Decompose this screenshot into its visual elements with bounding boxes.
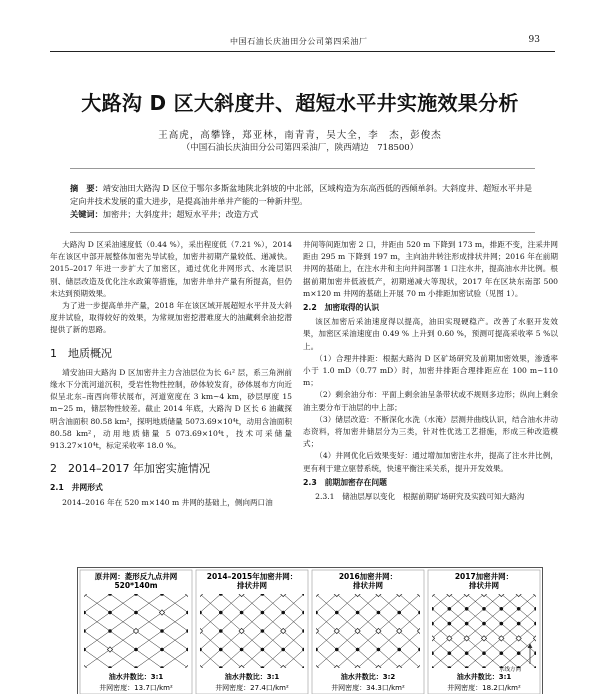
running-header [0, 36, 600, 50]
oil-well [465, 622, 469, 626]
paper-affiliation: （中国石油长庆油田分公司第四采油厂，陕西靖边 718500） [181, 143, 419, 153]
oil-well [240, 648, 244, 652]
well-link-line [420, 594, 503, 668]
oil-well [448, 651, 452, 655]
journal-name: 中国石油长庆油田分公司第四采油厂 [230, 37, 368, 46]
panel-2014-2015-ratio: 油水井数比：3:1 [224, 673, 280, 681]
oil-well [377, 648, 381, 652]
oil-well [418, 648, 422, 652]
oil-well [281, 611, 285, 615]
oil-well [198, 648, 202, 652]
panel-original-title-2: 520*140m [114, 581, 158, 590]
oil-well [314, 611, 318, 615]
panel-2017-ratio: 油水井数比：3:1 [456, 673, 512, 681]
oil-well [198, 611, 202, 615]
oil-well [302, 648, 306, 652]
oil-well [356, 648, 360, 652]
oil-well [160, 648, 164, 652]
water-injection-well [185, 665, 190, 670]
abstract-block [70, 182, 540, 221]
oil-well [160, 592, 164, 596]
oil-well [314, 648, 318, 652]
oil-well [482, 666, 486, 670]
oil-well [465, 666, 469, 670]
oil-well [261, 592, 265, 596]
oil-well [418, 611, 422, 615]
oil-well [108, 629, 112, 633]
oil-well [302, 666, 306, 670]
right-paragraph-3: （1）合理井排距：根据大路沟 D 区矿场研究及前期加密效果，渗透率小于 1.0 mD（0.77 mD）时，加密井排距合理排距应在 100 m~110 m； [303, 353, 558, 388]
paper-authors: 王高虎，高攀锋，郑亚林，南青青，吴大全，李 杰，彭俊杰 [158, 130, 442, 141]
oil-well [186, 648, 190, 652]
section-1-heading: 1 地质概况 [50, 346, 112, 360]
intro-paragraph-1: 大路沟 D 区采油速度低（0.44 %），采出程度低（7.21 %），2014 年在该区中部开展整体加密先导试验，加密井初期产量较低、递减快。2015–2017 年进一步扩大了加密区，通过优化井网形式、水淹层识别、储层改造及优化注水政策等措施，加密井单井产量有所提高，但仍未达到预期效果。 [50, 240, 292, 298]
left-column [50, 239, 292, 509]
well-link-line [78, 594, 136, 668]
water-injection-well [159, 610, 164, 615]
panel-original-title-1: 原井网：菱形反九点井网 [94, 572, 178, 581]
water-injection-well [81, 665, 86, 670]
panel-2017-title-2: 排状井网 [469, 581, 499, 590]
oil-well [517, 651, 521, 655]
keywords-label: 关键词： [70, 209, 103, 219]
oil-well [134, 611, 138, 615]
panel-2014-2015-density: 井网密度：27.4口/km² [215, 684, 289, 692]
panel-original-density: 井网密度：13.7口/km² [99, 684, 173, 692]
oil-well [465, 651, 469, 655]
oil-well [500, 607, 504, 611]
panel-original-ratio: 油水井数比：3:1 [108, 673, 164, 681]
panel-2017-grid [345, 591, 542, 669]
abstract-text [70, 182, 540, 208]
oil-well [82, 648, 86, 652]
right-paragraph-5: （3）储层改造：不断深化水洗（水淹）层测井曲线认识，结合油水井动态资料，将加密井储层分为三类，针对性优选工艺措施，形成三种改造模式； [303, 414, 558, 449]
oil-well [160, 629, 164, 633]
abstract-rule-bottom [70, 232, 535, 233]
oil-well [108, 592, 112, 596]
panel-2016-grid [233, 591, 503, 670]
oil-well [482, 622, 486, 626]
keywords-line [70, 208, 540, 221]
header-rule [50, 51, 555, 52]
oil-well [134, 666, 138, 670]
panel-2016-title-1: 2016加密井网： [338, 572, 398, 581]
oil-well [82, 611, 86, 615]
well-link-line [78, 594, 136, 668]
oil-well [134, 648, 138, 652]
oil-well [430, 651, 434, 655]
panel-2014-2015-title-1: 2014–2015年加密井网： [206, 572, 298, 581]
right-paragraph-2: 该区加密后采油速度得以提高，油田实现硬稳产。改善了水驱开发效果，加密区采油速度由 0.49 % 上升到 0.60 %，预测可提高采收率 5 %以上。 [303, 317, 558, 351]
section-2-1-heading: 2.1 井网形式 [50, 483, 103, 493]
oil-well [430, 666, 434, 670]
oil-well [335, 611, 339, 615]
abstract-rule-top [70, 168, 535, 169]
well-link-line [501, 594, 542, 668]
well-link-line [467, 594, 542, 668]
water-injection-well [81, 591, 86, 596]
section-2-heading: 2 2014–2017 年加密实施情况 [50, 462, 210, 476]
oil-well [281, 648, 285, 652]
page-number: 93 [528, 35, 540, 45]
oil-well [377, 611, 381, 615]
right-column [303, 239, 558, 503]
well-link-line [536, 594, 542, 668]
oil-well [448, 666, 452, 670]
well-link-line [78, 594, 84, 668]
well-link-line [467, 594, 542, 668]
oil-well [82, 629, 86, 633]
panel-2014-2015-title-2: 排状井网 [237, 581, 267, 590]
right-paragraph-6: （4）井网优化后效果变好：通过增加加密注水井，提高了注水井比例，更有利于建立驱替系统，快速平衡注采关系，提升开发效果。 [303, 451, 558, 473]
panel-2017-density: 井网密度：18.2口/km² [447, 684, 521, 692]
panel-2014-2015-grid [117, 591, 387, 670]
oil-well [517, 607, 521, 611]
oil-well [430, 607, 434, 611]
oil-well [302, 611, 306, 615]
oil-well [108, 611, 112, 615]
abstract-body: 靖安油田大路沟 D 区位于鄂尔多斯盆地陕北斜坡的中北部，区域构造为东高西低的西倾单斜。大斜度井、超短水平井是定向井技术发展的重大进步，是提高油井单井产能的一种新井型。 [70, 183, 533, 206]
oil-well [186, 611, 190, 615]
oil-well [448, 607, 452, 611]
water-injection-well [133, 628, 138, 633]
oil-well [500, 651, 504, 655]
oil-well [261, 666, 265, 670]
well-link-line [420, 594, 503, 668]
well-link-line [78, 594, 84, 668]
oil-well [108, 666, 112, 670]
abstract-label: 摘 要： [70, 183, 103, 193]
oil-well [219, 611, 223, 615]
oil-well [465, 607, 469, 611]
oil-well [302, 592, 306, 596]
right-paragraph-4: （2）剩余油分布：平面上剩余油呈条带状或不规则多边形；纵向上剩余油主要分布于油层的中上部； [303, 390, 558, 412]
panel-2016-title-2: 排状井网 [353, 581, 383, 590]
panel-2016-density: 井网密度：34.3口/km² [331, 684, 405, 692]
paper-title: 大路沟 D 区大斜度井、超短水平井实施效果分析 [81, 91, 519, 115]
oil-well [261, 648, 265, 652]
water-injection-well [107, 647, 112, 652]
oil-well [240, 611, 244, 615]
section-2-3-heading: 2.3 前期加密存在问题 [303, 477, 387, 487]
panel-2017-title-1: 2017加密井网： [454, 572, 514, 581]
oil-well [397, 648, 401, 652]
panel-original-grid [78, 591, 292, 670]
oil-well [219, 592, 223, 596]
intro-paragraph-2: 为了进一步提高单井产量，2018 年在该区域开展超短水平井及大斜度井试验，取得较好的效果，为常规加密挖潜难度大的油藏剩余油挖潜提供了新的思路。 [50, 301, 292, 335]
oil-well [534, 622, 538, 626]
oil-well [534, 607, 538, 611]
oil-well [534, 666, 538, 670]
oil-well [261, 611, 265, 615]
oil-well [482, 651, 486, 655]
oil-well [160, 666, 164, 670]
oil-well [534, 651, 538, 655]
oil-well [219, 666, 223, 670]
oil-well [261, 629, 265, 633]
panel-2016-ratio: 油水井数比：3:2 [340, 673, 396, 681]
oil-well [500, 622, 504, 626]
oil-well [430, 622, 434, 626]
well-link-line [501, 594, 542, 668]
well-link-line [536, 594, 542, 668]
oil-well [134, 592, 138, 596]
oil-well [397, 611, 401, 615]
section-2-1-paragraph: 2014–2016 年在 520 m×140 m 井网的基础上，侧向两口油 [62, 497, 273, 507]
section-2-2-heading: 2.2 加密取得的认识 [303, 303, 380, 313]
section-1-paragraph: 靖安油田大路沟 D 区加密井主力含油层位为长 6₁² 层，系三角洲前缘水下分流河道沉积，受岩性物性控制，砂体较发育，砂体展布方向近似呈北东–南西向带状展布，河道宽度在 3 km~4 km，砂层厚度 15 m~25 m，储层物性较差。截止 2014 年底，大路沟 D 区长 6 油藏探明含油面积 80.58 km²，探明地质储量 5073.69×10⁴t，动用含油面积 80.58 km²，动用地质储量 5 073.69×10⁴t，技术可采储量 913.27×10⁴t，标定采收率 18.0 %。 [50, 367, 292, 451]
oil-well [517, 622, 521, 626]
oil-well [219, 629, 223, 633]
oil-well [448, 622, 452, 626]
oil-well [186, 629, 190, 633]
oil-well [335, 648, 339, 652]
well-pattern-diagram [78, 568, 542, 694]
right-paragraph-1: 井间等间距加密 2 口，井距由 520 m 下降到 173 m，排距不变，注采井网距由 295 m 下降到 197 m，主向油井转注形成排状井网；2016 年在前期井网的基础上，在注水井和主向井间部署 1 口注水井，提高油水井比例。根据前期加密井低液低产，初期递减大等现状，2017 年在区块东南部 500 m×120 m 井网的基础上开展 70 m 小排距加密试验（见图 1）。 [303, 240, 558, 298]
oil-well [356, 611, 360, 615]
keywords-body: 加密井；大斜度井；超短水平井；改造方式 [102, 209, 259, 219]
oil-well [219, 648, 223, 652]
figure-1-well-patterns [77, 567, 543, 694]
water-injection-well [185, 591, 190, 596]
section-2-3-1-line: 2.3.1 储油层厚以变化 根据前期矿场研究及实践可知大路沟 [315, 492, 525, 502]
oil-well [482, 607, 486, 611]
oil-well [302, 629, 306, 633]
water-line-direction-label: 水线方向 [498, 667, 522, 673]
